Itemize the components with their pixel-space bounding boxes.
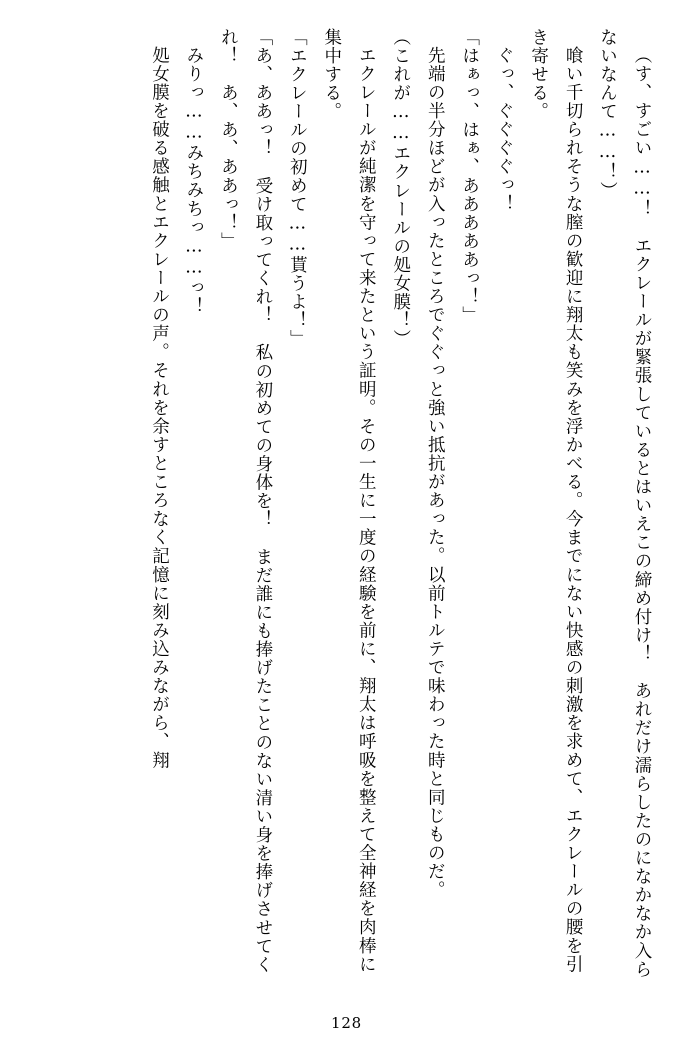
paragraph: ぐっ、ぐぐぐぐっ！ xyxy=(494,45,515,213)
paragraph: 先端の半分ほどが入ったところでぐぐっと強い抵抗があった。以前トルテで味わった時と同じものだ。 xyxy=(425,45,446,899)
paragraph: 「はぁっ、はぁ、あああああっ！」 xyxy=(459,28,480,325)
paragraph: 処女膜を破る感触とエクレールの声。それを余すところなく記憶に刻み込みながら、翔 xyxy=(149,45,170,769)
paragraph: 喰い千切られそうな膣の歓迎に翔太も笑みを浮かべる。今までにない快感の刺激を求めて、エクレールの腰を引き寄せる。 xyxy=(528,28,584,973)
paragraph: みりっ……みちみちっ……っ！ xyxy=(183,45,204,316)
paragraph: 「あ、ああっ！ 受け取ってくれ！ 私の初めての身体を！ まだ誰にも捧げたことのない清い身を捧げさせてくれ！ あ、あ、ああっ！」 xyxy=(218,28,273,975)
paragraph: 「エクレールの初めて……貰うよ！」 xyxy=(287,28,308,349)
page-number: 128 xyxy=(331,1014,362,1032)
vertical-text-body xyxy=(34,28,659,983)
paragraph: （これが……エクレールの処女膜！） xyxy=(390,28,411,349)
paragraph: エクレールが純潔を守って来たという証明。その一生に一度の経験を前に、翔太は呼吸を整えて全神経を肉棒に集中する。 xyxy=(321,28,377,973)
paragraph: （す、すごい……！ エクレールが緊張しているとはいえこの締め付け！ あれだけ濡らしたのになかなか入らないなんて……！） xyxy=(597,28,652,978)
